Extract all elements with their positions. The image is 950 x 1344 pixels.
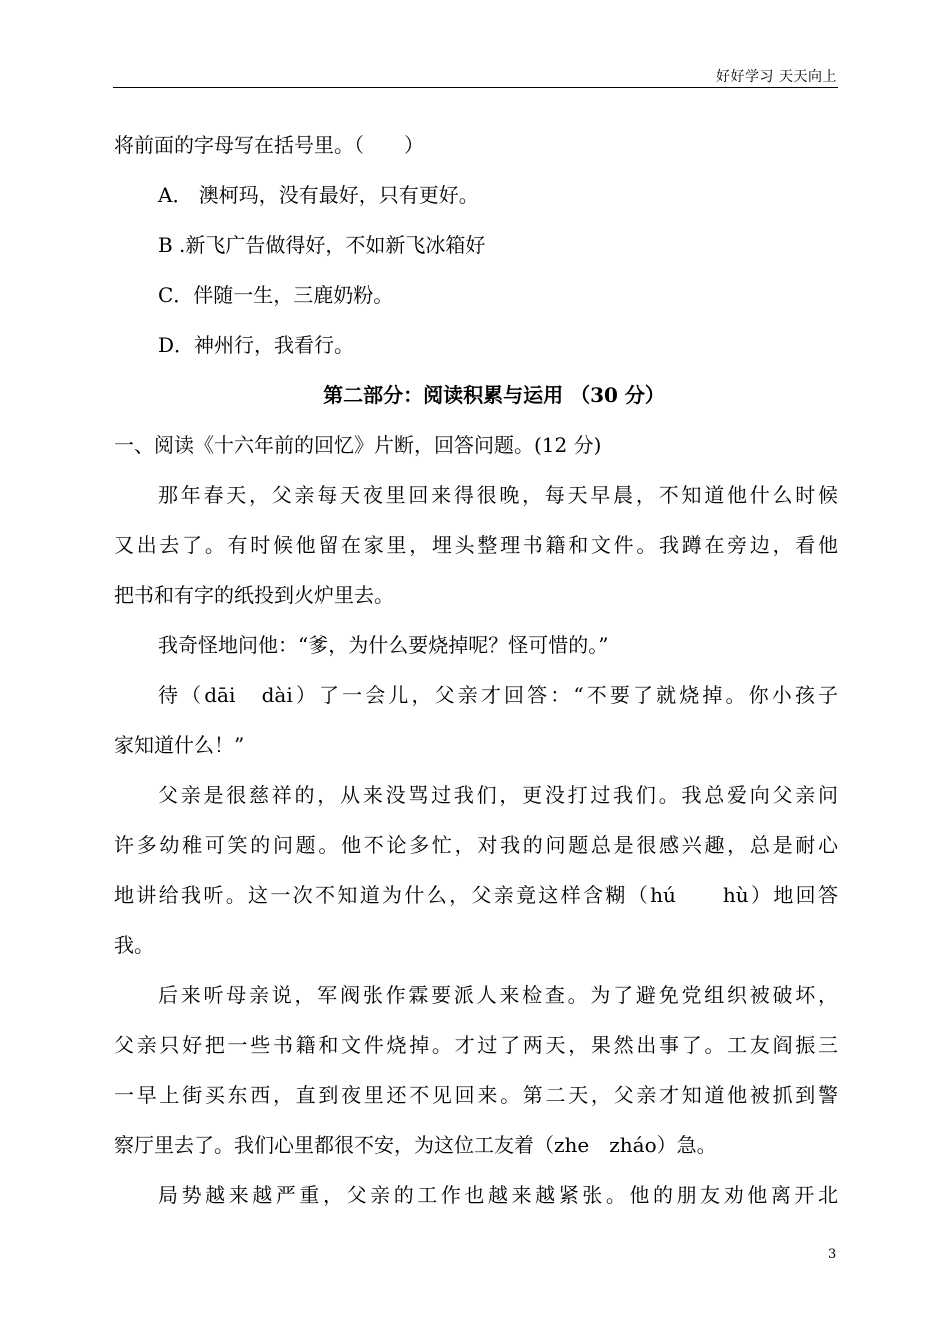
passage-line: 察厅里去了。我们心里都很不安，为这位工友着（zhe zháo）急。 xyxy=(114,1133,717,1157)
question-instruction: 将前面的字母写在括号里。（ ） xyxy=(114,133,424,157)
document-body xyxy=(114,120,838,1220)
passage-line: 一早上街买东西，直到夜里还不见回来。第二天，父亲才知道他被抓到警 xyxy=(114,1083,838,1107)
passage-line: 我。 xyxy=(114,933,154,957)
passage-line: 待（dāi dài）了一会儿，父亲才回答：“不要了就烧掉。你小孩子 xyxy=(158,683,838,707)
passage-line: 把书和有字的纸投到火炉里去。 xyxy=(114,583,394,607)
passage-line: 父亲只好把一些书籍和文件烧掉。才过了两天，果然出事了。工友阎振三 xyxy=(114,1033,838,1057)
reading-question-title: 一、阅读《十六年前的回忆》片断，回答问题。(12 分) xyxy=(114,433,602,457)
section-title: 第二部分：阅读积累与运用 （30 分） xyxy=(323,383,665,407)
page-number: 3 xyxy=(828,1247,837,1262)
option-c: C．伴随一生，三鹿奶粉。 xyxy=(158,283,394,307)
passage-line: 许多幼稚可笑的问题。他不论多忙，对我的问题总是很感兴趣，总是耐心 xyxy=(114,833,838,857)
passage-line: 后来听母亲说，军阀张作霖要派人来检查。为了避免党组织被破坏， xyxy=(158,983,838,1007)
option-a: A． 澳柯玛，没有最好，只有更好。 xyxy=(158,183,479,207)
passage-line: 局势越来越严重，父亲的工作也越来越紧张。他的朋友劝他离开北 xyxy=(158,1183,838,1207)
passage-line: 那年春天，父亲每天夜里回来得很晚，每天早晨，不知道他什么时候 xyxy=(158,483,838,507)
option-b: B .新飞广告做得好，不如新飞冰箱好 xyxy=(158,233,486,257)
passage-line: 我奇怪地问他：“爹，为什么要烧掉呢？怪可惜的。” xyxy=(158,633,609,657)
option-d: D．神州行，我看行。 xyxy=(158,333,355,357)
passage-line: 父亲是很慈祥的，从来没骂过我们，更没打过我们。我总爱向父亲问 xyxy=(158,783,838,807)
passage-line: 又出去了。有时候他留在家里，埋头整理书籍和文件。我蹲在旁边，看他 xyxy=(114,533,838,557)
page-header-motto: 好好学习 天天向上 xyxy=(716,69,837,85)
passage-line: 家知道什么！” xyxy=(114,733,245,757)
passage-line: 地讲给我听。这一次不知道为什么，父亲竟这样含糊（hú hù）地回答 xyxy=(114,883,838,907)
header-rule xyxy=(113,87,838,88)
